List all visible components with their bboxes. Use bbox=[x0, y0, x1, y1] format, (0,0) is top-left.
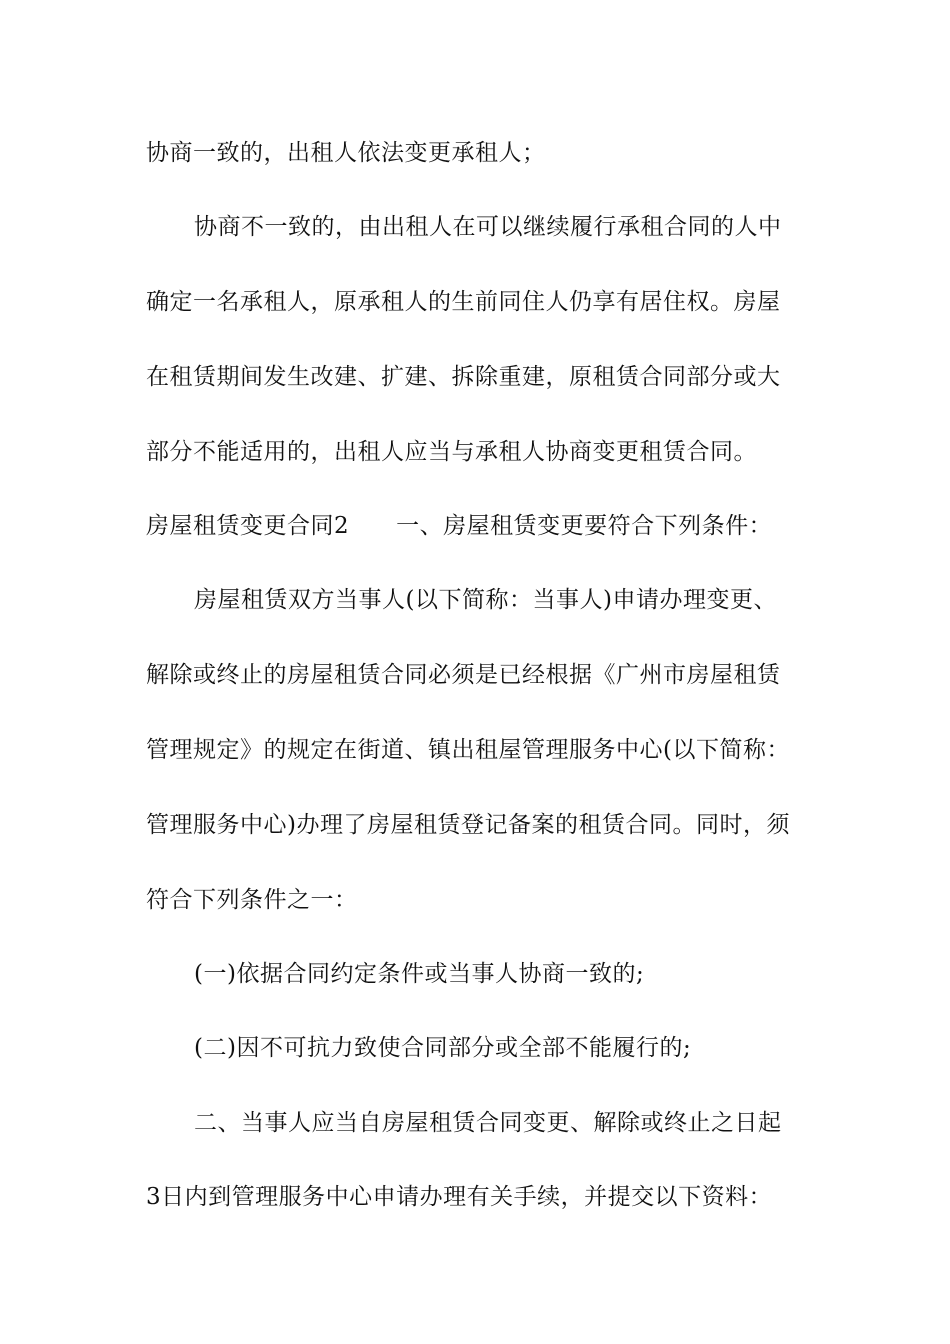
section-heading-line: 房屋租赁变更合同2 一、房屋租赁变更要符合下列条件： bbox=[146, 513, 773, 539]
list-item-line: (二)因不可抗力致使合同部分或全部不能履行的; bbox=[194, 1035, 692, 1061]
paragraph-line: 管理规定》的规定在街道、镇出租屋管理服务中心(以下简称： bbox=[146, 737, 790, 763]
paragraph-line: 二、当事人应当自房屋租赁合同变更、解除或终止之日起 bbox=[194, 1110, 782, 1136]
paragraph-line: 房屋租赁双方当事人(以下简称：当事人)申请办理变更、 bbox=[194, 587, 777, 613]
paragraph-line: 协商一致的，出租人依法变更承租人； bbox=[146, 140, 546, 166]
paragraph-line: 部分不能适用的，出租人应当与承租人协商变更租赁合同。 bbox=[146, 439, 757, 465]
paragraph-line: 符合下列条件之一： bbox=[146, 887, 358, 913]
paragraph-line: 协商不一致的，由出租人在可以继续履行承租合同的人中 bbox=[194, 214, 782, 240]
paragraph-line: 解除或终止的房屋租赁合同必须是已经根据《广州市房屋租赁 bbox=[146, 662, 781, 688]
paragraph-line: 3日内到管理服务中心申请办理有关手续，并提交以下资料： bbox=[146, 1184, 773, 1210]
paragraph-line: 在租赁期间发生改建、扩建、拆除重建，原租赁合同部分或大 bbox=[146, 364, 781, 390]
paragraph-line: 确定一名承租人，原承租人的生前同住人仍享有居住权。房屋 bbox=[146, 289, 781, 315]
list-item-line: (一)依据合同约定条件或当事人协商一致的; bbox=[194, 961, 645, 987]
paragraph-line: 管理服务中心)办理了房屋租赁登记备案的租赁合同。同时，须 bbox=[146, 812, 790, 838]
